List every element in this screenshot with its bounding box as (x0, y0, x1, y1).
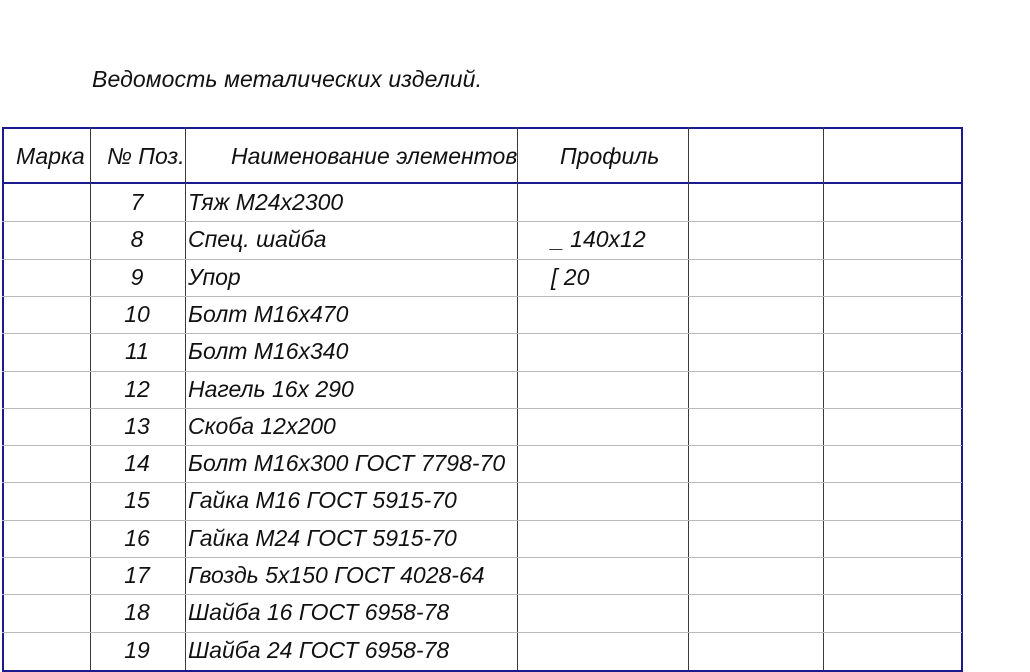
document-title: Ведомость металических изделий. (92, 66, 483, 92)
column-divider (823, 127, 824, 670)
row-divider (2, 557, 962, 558)
row-divider (2, 445, 962, 446)
cell-position: 10 (124, 301, 150, 327)
cell-position: 9 (130, 264, 144, 290)
row-divider (2, 259, 962, 260)
cell-position: 18 (124, 599, 150, 625)
cell-name: Гайка М24 ГОСТ 5915-70 (188, 525, 457, 551)
cell-name: Спец. шайба (188, 226, 327, 252)
cell-position: 19 (124, 637, 150, 663)
cell-name: Болт М16х340 (188, 338, 349, 364)
row-divider (2, 408, 962, 409)
cell-position: 16 (124, 525, 150, 551)
column-divider (90, 127, 91, 670)
row-divider (2, 632, 962, 633)
cell-name: Гвоздь 5х150 ГОСТ 4028-64 (188, 562, 485, 588)
cell-name: Шайба 24 ГОСТ 6958-78 (188, 637, 450, 663)
header-position: № Поз. (107, 143, 185, 169)
cell-name: Тяж М24х2300 (188, 189, 344, 215)
header-mark: Марка (16, 143, 85, 169)
cell-name: Болт М16х300 ГОСТ 7798-70 (188, 450, 506, 476)
cell-position: 12 (124, 376, 150, 402)
column-divider (185, 127, 186, 670)
header-divider (2, 182, 962, 184)
header-name: Наименование элементов (231, 143, 518, 169)
cell-position: 8 (130, 226, 144, 252)
row-divider (2, 482, 962, 483)
cell-name: Упор (188, 264, 241, 290)
cell-name: Гайка М16 ГОСТ 5915-70 (188, 487, 457, 513)
row-divider (2, 296, 962, 297)
cell-position: 15 (124, 487, 150, 513)
cell-name: Шайба 16 ГОСТ 6958-78 (188, 599, 450, 625)
cell-name: Болт М16х470 (188, 301, 349, 327)
cell-position: 7 (130, 189, 144, 215)
cell-position: 13 (124, 413, 150, 439)
cell-name: Нагель 16х 290 (188, 376, 354, 402)
cell-position: 11 (125, 338, 149, 364)
column-divider (517, 127, 518, 670)
row-divider (2, 221, 962, 222)
cell-profile: _ 140х12 (551, 226, 646, 252)
row-divider (2, 333, 962, 334)
row-divider (2, 371, 962, 372)
column-divider (688, 127, 689, 670)
header-profile: Профиль (560, 143, 660, 169)
cell-position: 14 (124, 450, 150, 476)
row-divider (2, 520, 962, 521)
cell-profile: [ 20 (551, 264, 590, 290)
cell-position: 17 (124, 562, 150, 588)
row-divider (2, 594, 962, 595)
cell-name: Скоба 12х200 (188, 413, 336, 439)
